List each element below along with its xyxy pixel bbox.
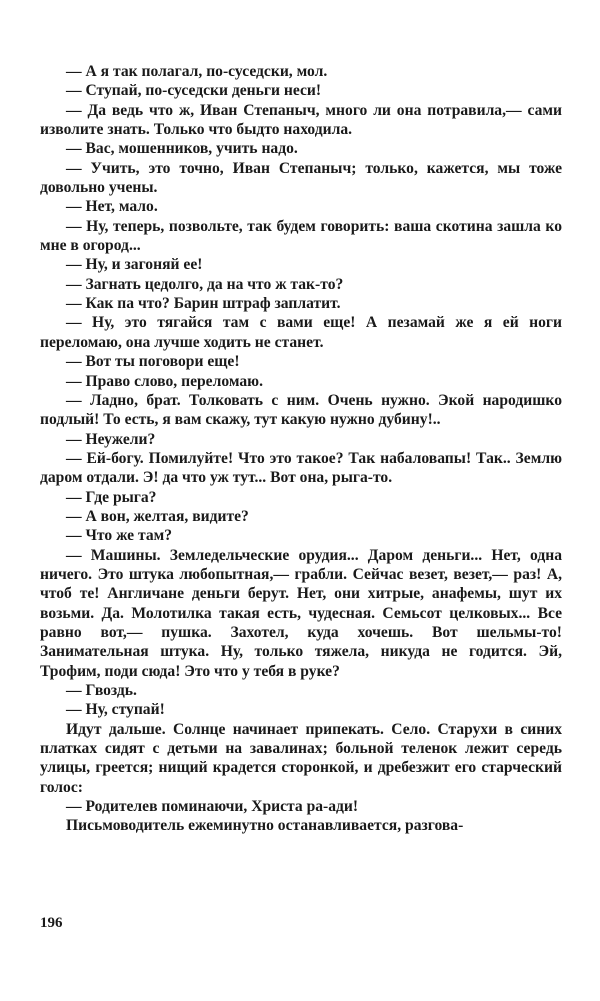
paragraph: — А я так полагал, по-суседски, мол. bbox=[66, 63, 328, 80]
paragraph: — Вот ты поговори еще! bbox=[66, 353, 240, 371]
paragraph: — Как па что? Барин штраф заплатит. bbox=[66, 295, 341, 313]
paragraph: — Ну, это тягайся там с вами еще! А пезамай же я ей ноги переломаю, она лучше ходить не станет. bbox=[40, 314, 562, 351]
page-number: 196 bbox=[40, 915, 63, 931]
paragraph: — Ладно, брат. Толковать с ним. Очень нужно. Экой народишко подлый! То есть, я вам скажу, тут какую нужно дубину!.. bbox=[40, 391, 562, 429]
paragraph: — Ну, теперь, позвольте, так будем говорить: ваша скотина зашла ко мне в огород... bbox=[40, 217, 562, 255]
paragraph: — Загнать цедолго, да на что ж так-то? bbox=[66, 275, 344, 293]
paragraph: — Машины. Земледельческие орудия... Даром деньги... Нет, одна ничего. Это штука любопытная,— грабли. Сейчас везет, везет,— раз! А, чтоб те! Англичане деньги берут. Нет, они хитрые, анафемы, шут их возьми. Да. Молотилка такая есть, чудесная. Семьсот целковых... Все равно вот,— пушка. Захотел, куда хочешь. Вот шельмы-то! Занимательная штука. Ну, только тяжела, никуда не годится. Эй, Трофим, поди сюда! Это что у тебя в руке? bbox=[40, 546, 562, 680]
paragraph: — Неужели? bbox=[66, 430, 156, 448]
paragraph: — Да ведь что ж, Иван Степаныч, много ли она потравила,— сами изволите знать. Только что быдто находила. bbox=[40, 101, 562, 139]
paragraph: — Учить, это точно, Иван Степаныч; только, кажется, мы тоже довольно учены. bbox=[40, 159, 562, 197]
paragraph: — Родителев поминаючи, Христа ра-ади! bbox=[66, 798, 359, 816]
paragraph: — Где рыга? bbox=[66, 488, 157, 506]
paragraph: Идут дальше. Солнце начинает припекать. Село. Старухи в синих платках сидят с детьми на завалинах; больной теленок лежит середь улицы, греется; нищий крадется сторонкой, и дребезжит его старческий голос: bbox=[40, 720, 562, 796]
paragraph: — А вон, желтая, видите? bbox=[66, 507, 249, 525]
paragraph: — Право слово, переломаю. bbox=[66, 372, 263, 390]
paragraph: — Гвоздь. bbox=[66, 682, 137, 699]
paragraph: — Что же там? bbox=[66, 527, 173, 545]
text-body bbox=[40, 62, 562, 836]
paragraph: — Ну, ступай! bbox=[66, 701, 165, 719]
paragraph: — Ну, и загоняй ее! bbox=[66, 256, 203, 274]
paragraph: — Ей-богу. Помилуйте! Что это такое? Так набаловапы! Так.. Землю даром отдали. Э! да что уж тут... Вот она, рыга-то. bbox=[40, 449, 562, 487]
paragraph: — Нет, мало. bbox=[66, 198, 158, 216]
paragraph: — Ступай, по-суседски деньги неси! bbox=[66, 82, 322, 100]
paragraph: — Вас, мошенников, учить надо. bbox=[66, 140, 298, 158]
paragraph: Письмоводитель ежеминутно останавливается, разгова- bbox=[66, 817, 464, 835]
